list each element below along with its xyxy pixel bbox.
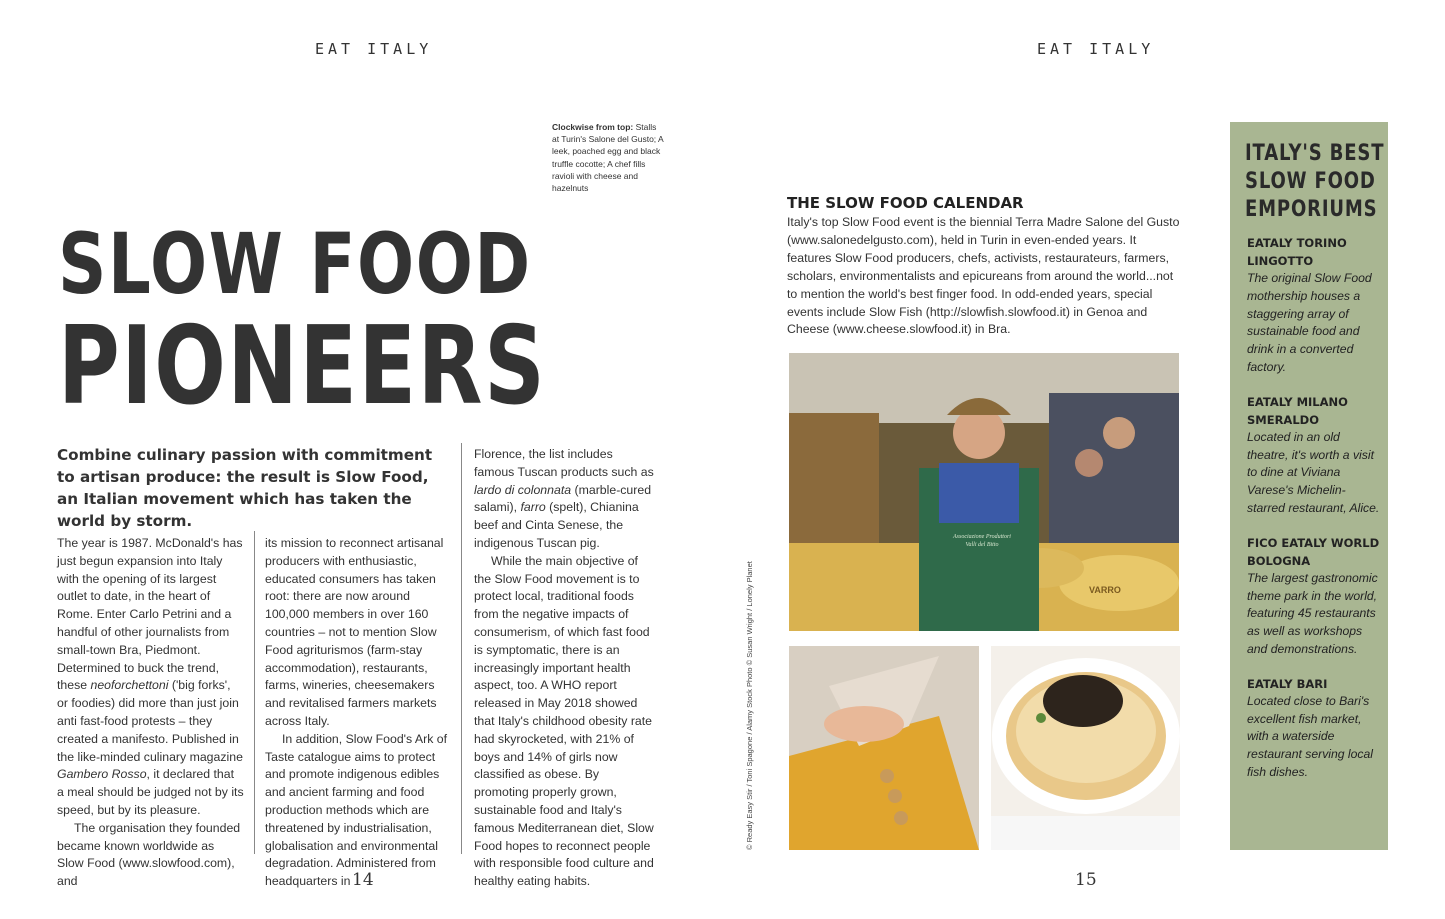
page-number-right: 15: [1075, 870, 1097, 890]
sidebar-title-line2: SLOW FOOD: [1245, 169, 1376, 194]
paragraph: While the main objective of the Slow Food movement is to protect local, traditional foods from the negative impacts of consumerism, of which fast food is symptomatic, there is an increasingly important health aspect, too. A WHO report released in May 2018 showed that Italy's childhood obesity rate had skyrocketed, with 21% of boys and 14% of girls now classified as obese. By promoting properly grown, sustainable food and Italy's famous Mediterranean diet, Slow Food hopes to reconnect people with responsible food culture and healthy eating habits.: [474, 553, 654, 889]
calendar-heading: THE SLOW FOOD CALENDAR: [787, 194, 1024, 212]
emporium-name: EATALY MILANO SMERALDO: [1247, 394, 1348, 427]
emporium-description: Located close to Bari's excellent fish market, with a waterside restaurant serving local fish dishes.: [1247, 693, 1373, 779]
photo-caption: [552, 121, 664, 194]
sidebar-title-line1: ITALY'S BEST: [1245, 141, 1385, 166]
paragraph: The year is 1987. McDonald's has just begun expansion into Italy with the opening of its largest outlet to date, in the heart of Rome. Enter Carlo Petrini and a handful of other journalists from small-town Bra, Piedmont. Determined to buck the trend, these neoforchettoni ('big forks', or foodies) did more than just join anti fast-food protests – they created a manifesto. Published in the like-minded culinary magazine Gambero Rosso, it declared that a meal should be judged not by its speed, but by its pleasure.: [57, 536, 244, 817]
cheese-label: VARRO: [1089, 585, 1121, 595]
article-title-line2: PIONEERS: [58, 304, 547, 429]
paragraph: Florence, the list includes famous Tuscan products such as lardo di colonnata (marble-cured salami), farro (spelt), Chianina beef and Cinta Senese, the indigenous Tuscan pig.: [474, 447, 654, 550]
article-title-line1: SLOW FOOD: [58, 215, 532, 313]
apron-text: Associazione Produttori Valli del Bitto: [953, 534, 1011, 548]
sidebar-emporiums: [1230, 122, 1388, 850]
sidebar-list: [1247, 234, 1382, 798]
emporium-description: The largest gastronomic theme park in the world, featuring 45 restaurants as well as workshops and demonstrations.: [1247, 570, 1378, 656]
calendar-body: Italy's top Slow Food event is the biennial Terra Madre Salone del Gusto (www.salonedelgusto.com), held in Turin in even-ended years. It features Slow Food producers, chefs, activists, restaurateurs, farmers, scholars, environmentalists and epicureans from around the world...not to mention the world's best finger food. In odd-ended years, special events include Slow Fish (http://slowfish.slowfood.it) in Genoa and Cheese (www.cheese.slowfood.it) in Bra.: [787, 215, 1180, 337]
emporium-name: FICO EATALY WORLD BOLOGNA: [1247, 535, 1380, 568]
sidebar-title: [1245, 140, 1385, 224]
photo-cheese-stall: [789, 353, 1179, 631]
paragraph: its mission to reconnect artisanal producers with enthusiastic, educated consumers has taken root: there are now around 100,000 members in over 160 countries – not to mention Slow Food agriturismos (farm-stay accommodation), restaurants, farms, wineries, cheesemakers and revitalised farmers markets across Italy.: [265, 536, 444, 728]
body-column-3: [474, 446, 654, 891]
emporium-name: EATALY BARI: [1247, 676, 1328, 691]
list-item: [1247, 534, 1382, 659]
photo-ravioli: [789, 646, 979, 850]
emporium-description: The original Slow Food mothership houses a staggering array of sustainable food and drink in a converted factory.: [1247, 271, 1372, 374]
column-rule: [461, 443, 462, 854]
paragraph: In addition, Slow Food's Ark of Taste catalogue aims to protect and promote indigenous edibles and ancient farming and food production methods which are threatened by industrialisation, globalisation and environmental degradation. Administered from headquarters in: [265, 731, 448, 889]
sidebar-title-line3: EMPORIUMS: [1245, 197, 1378, 222]
caption-text: Stalls at Turin's Salone del Gusto; A leek, poached egg and black truffle cocotte; A chef fills ravioli with cheese and hazelnuts: [552, 122, 664, 194]
emporium-description: Located in an old theatre, it's worth a visit to dine at Viviana Varese's Michelin-starred restaurant, Alice.: [1247, 429, 1380, 515]
list-item: [1247, 675, 1382, 782]
body-column-2: [265, 535, 451, 891]
standfirst: Combine culinary passion with commitment to artisan produce: the result is Slow Food, an Italian movement which has taken the world by storm.: [57, 446, 433, 530]
list-item: [1247, 234, 1382, 377]
body-column-1: [57, 535, 244, 891]
column-rule: [254, 531, 255, 854]
running-head-left: EAT ITALY: [315, 40, 433, 58]
page-number-left: 14: [352, 870, 374, 890]
photo-truffle-dish: [991, 646, 1180, 850]
caption-lead: Clockwise from top:: [552, 122, 634, 132]
list-item: [1247, 393, 1382, 518]
running-head-right: EAT ITALY: [1037, 40, 1155, 58]
emporium-name: EATALY TORINO LINGOTTO: [1247, 236, 1347, 268]
paragraph: The organisation they founded became known worldwide as Slow Food (www.slowfood.com), and: [57, 820, 241, 889]
photo-credit: © Ready Easy Stir / Toni Spagone / Alamy Stock Photo © Susan Wright / Lonely Planet: [745, 561, 754, 850]
